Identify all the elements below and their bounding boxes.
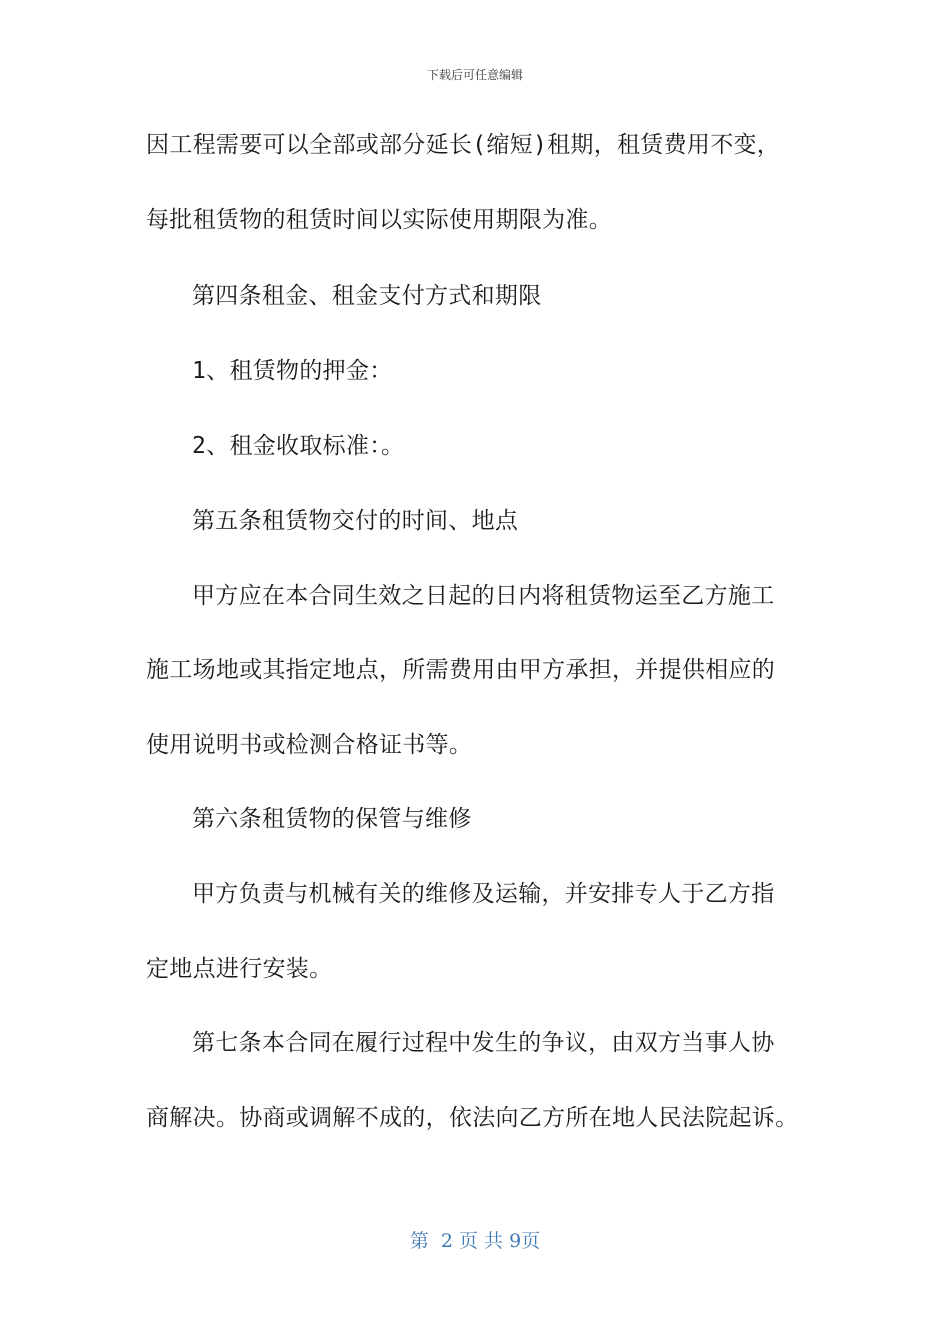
section-heading: 第六条租赁物的保管与维修 bbox=[192, 806, 472, 832]
section-heading: 第四条租金、租金支付方式和期限 bbox=[192, 283, 542, 309]
body-line: 使用说明书或检测合格证书等。 bbox=[146, 732, 473, 758]
page-number: 第 2 页 共 9页 bbox=[409, 1230, 541, 1252]
header-note: 下载后可任意编辑 bbox=[426, 68, 523, 82]
body-line: 1、租赁物的押金： bbox=[192, 358, 393, 384]
section-heading: 第七条本合同在履行过程中发生的争议，由双方当事人协 bbox=[192, 1030, 775, 1056]
body-line: 施工场地或其指定地点，所需费用由甲方承担，并提供相应的 bbox=[146, 657, 776, 683]
body-line: 甲方应在本合同生效之日起的日内将租赁物运至乙方施工 bbox=[192, 583, 775, 609]
body-line: 因工程需要可以全部或部分延长(缩短)租期，租赁费用不变， bbox=[146, 132, 781, 158]
body-line: 定地点进行安装。 bbox=[146, 956, 333, 982]
section-heading: 第五条租赁物交付的时间、地点 bbox=[192, 508, 519, 534]
body-line: 2、租金收取标准：。 bbox=[192, 433, 405, 459]
body-line: 甲方负责与机械有关的维修及运输，并安排专人于乙方指 bbox=[192, 881, 775, 907]
body-line: 商解决。协商或调解不成的，依法向乙方所在地人民法院起诉。 bbox=[146, 1105, 799, 1131]
body-line: 每批租赁物的租赁时间以实际使用期限为准。 bbox=[146, 207, 612, 233]
